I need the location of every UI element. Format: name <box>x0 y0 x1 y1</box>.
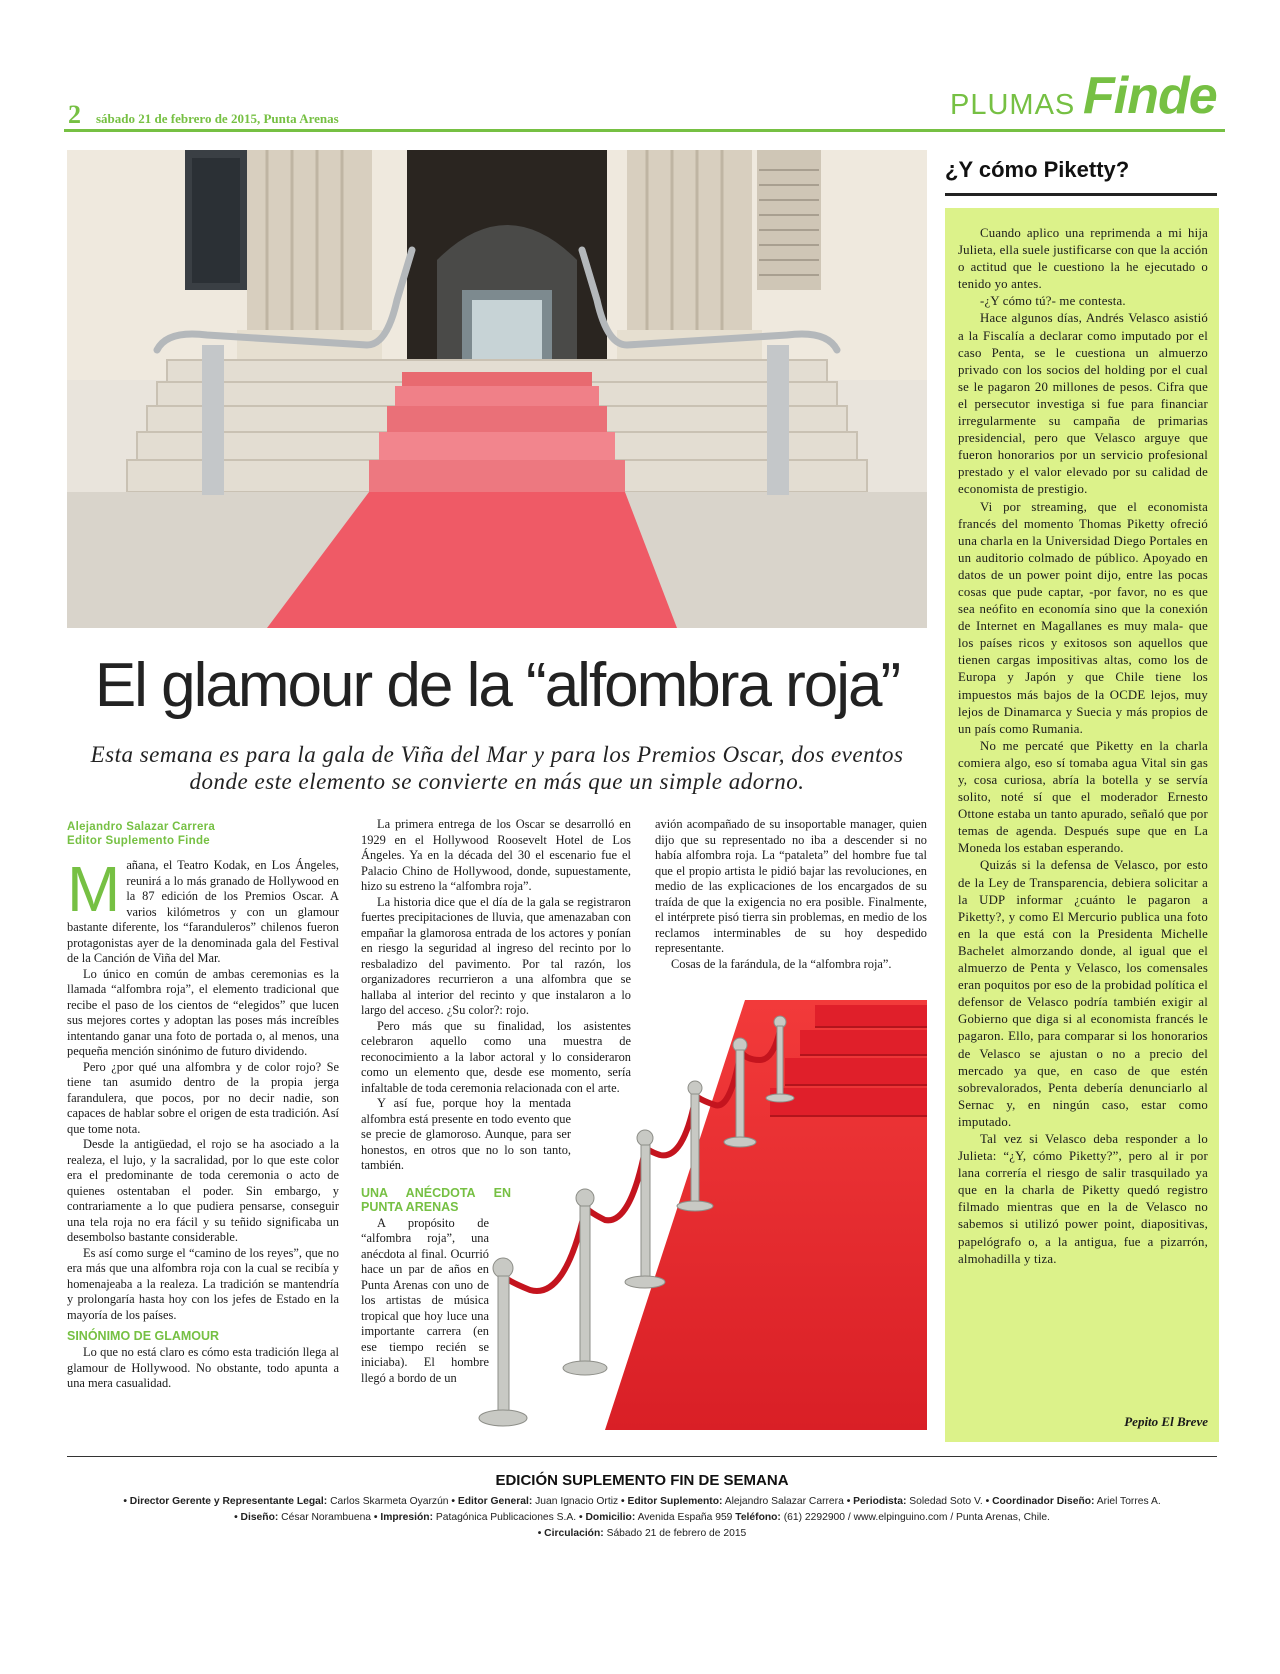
paragraph: La historia dice que el día de la gala se registraron fuertes precipitaciones de lluvia, que amenazaban con empañar la glamorosa entrada de los actores y ponían en riesgo la seguridad al ingreso del recinto por lo resbaladizo del pavimento. Por tal razón, los organizadores recurrieron a una alfombra que se hallaba al interior del recinto y que instalaron a lo largo del acceso. ¿Su color?: rojo. <box>361 894 631 1017</box>
article-deck: Esta semana es para la gala de Viña del Mar y para los Premios Oscar, dos eventos donde este elemento se convierte en más que un simple adorno. <box>90 742 904 794</box>
credit-value: Avenida España 959 <box>637 1512 733 1523</box>
paragraph: Y así fue, porque hoy la mentada alfombra está presente en todo evento que se precie de glamoroso. Aunque, para ser honestos, en otros que no lo son tanto, también. <box>361 1096 571 1172</box>
article-headline: El glamour de la “alfombra roja” <box>94 651 900 720</box>
paragraph: La primera entrega de los Oscar se desarrolló en 1929 en el Hollywood Roosevelt Hotel de Los Ángeles. Ya en la década del 30 el escenario fue el Palacio Chino de Hollywood, donde, supuestamente, hizo su estreno la “alfombra roja”. <box>361 817 631 893</box>
credit-value: César Norambuena <box>281 1512 372 1523</box>
footer-credits-line-2 <box>67 1512 1217 1523</box>
credit-value: Soledad Soto V. <box>909 1496 983 1507</box>
credit-value: Alejandro Salazar Carrera <box>724 1496 844 1507</box>
sidebar-paragraph: Cuando aplico una reprimenda a mi hija Julieta, ella suele justificarse con que la acción o actitud que le cuestiono la he ejecutado o tenido yo antes. <box>958 226 1208 292</box>
sidebar-paragraph: Tal vez si Velasco deba responder a lo Julieta: “¿Y, cómo Piketty?”, pero al ir por lana correría el riesgo de salir trasquilado ya que en la charla de Piketty quedó registro filmado mientras que en la de Velasco no sabemos si utilizó power point, diapositivas, papelógrafo o, a la antigua, fue a pizarrón, almohadilla y tiza. <box>958 1131 1208 1266</box>
credit-label: • Periodista: <box>846 1496 907 1507</box>
header-rule <box>64 129 1225 132</box>
credit-label: • Director Gerente y Representante Legal: <box>123 1496 328 1507</box>
sidebar-column <box>958 225 1208 1268</box>
article-column-2 <box>361 817 631 1386</box>
paragraph: avión acompañado de su insoportable manager, quien dijo que su representado no iba a descender si no había alfombra roja. La “pataleta” del hombre fue tal que el propio artista le pidió bajar las revoluciones, en medio de las explicaciones de los encargados de su traída de que la exigencia no era posible. Finalmente, el intérprete pisó tierra sin problemas, en medio de los reclamos interminables de su hoy despedido representante. <box>655 817 927 955</box>
article-column-3 <box>655 817 927 972</box>
credit-label: • Domicilio: <box>579 1512 636 1523</box>
credit-value: Carlos Skarmeta Oyarzún <box>330 1496 449 1507</box>
credit-label: • Editor Suplemento: <box>621 1496 723 1507</box>
credit-label: • Coordinador Diseño: <box>985 1496 1095 1507</box>
paragraph: Cosas de la farándula, de la “alfombra roja”. <box>671 956 892 971</box>
paragraph: añana, el Teatro Kodak, en Los Ángeles, reunirá a lo más granado de Hollywood en la 87 edición de los Premios Oscar. A varios kilómetros y con un glamour bastante diferente, los “faranduleros” chilenos fueron protagonistas ayer de la denominada gala del Festival de la Canción de Viña del Mar. <box>67 858 339 965</box>
red-carpet-steps-photo <box>67 150 927 628</box>
sidebar-paragraph: Vi por streaming, que el economista francés del momento Thomas Piketty ofreció una charla en la Universidad Diego Portales en un auditorio colmado de público. Apoyado en datos de un power point dijo, entre las pocas cosas que pude captar, -por favor, no es que sea neófito en economía sino que la conexión de Internet en Magallanes es muy mala- que los países ricos y exitosos son aquellos que tienen cargas impositivas altas, como los de Europa y Japón y que Chile tiene los impuestos más bajos de la OCDE lejos, muy lejos de Dinamarca y Suecia y más propios de un país como Rumania. <box>958 499 1208 736</box>
sidebar-signature: Pepito El Breve <box>1124 1414 1208 1429</box>
paragraph: Lo que no está claro es cómo esta tradición llega al glamour de Hollywood. No obstante, todo apunta a una mera casualidad. <box>67 1345 339 1390</box>
subhead: UNA ANÉCDOTA EN PUNTA ARENAS <box>361 1185 511 1214</box>
date-line: sábado 21 de febrero de 2015, Punta Arenas <box>96 111 339 126</box>
author-role: Editor Suplemento Finde <box>67 835 210 847</box>
credit-value: Patagónica Publicaciones S.A. <box>435 1512 577 1523</box>
paragraph: Es así como surge el “camino de los reyes”, que no era más que una alfombra roja con la cual se recibía y homenajeaba a la realeza. La tradición se mantendría y prolongaría hasta hoy con los jefes de Estado en la mayoría de los países. <box>67 1245 339 1322</box>
dropcap-letter: M <box>67 853 121 925</box>
subhead: SINÓNIMO DE GLAMOUR <box>67 1329 220 1343</box>
credit-value: Sábado 21 de febrero de 2015 <box>606 1528 747 1539</box>
sidebar-paragraph: No me percaté que Piketty en la charla comiera algo, eso sí tomaba agua Vital sin gas y, cosa curiosa, abría la botella y se servía solito, noté sí que el moderador Ernesto Ottone estaba un tanto apurado, señaló que por temas de agenda. Después supe que en La Moneda los estaban esperando. <box>958 738 1208 856</box>
author-name: Alejandro Salazar Carrera <box>67 821 216 833</box>
paragraph: Lo único en común de ambas ceremonias es la llamada “alfombra roja”, el elemento tradicional que recibe el paso de los cientos de “elegidos” que lucen sus mejores cortes y adoptan las poses más increíbles intentando ganar una foto de portada o, al menos, una pequeña mención sinónimo de futuro dividendo. <box>67 966 339 1058</box>
footer-rule <box>67 1456 1217 1457</box>
credit-label: • Diseño: <box>234 1512 279 1523</box>
credit-label: • Editor General: <box>451 1496 533 1507</box>
section-brand-finde: Finde <box>1083 67 1217 125</box>
section-brand-plumas: PLUMAS <box>950 89 1076 121</box>
sidebar-title-rule <box>945 193 1217 196</box>
sidebar-title: ¿Y cómo Piketty? <box>945 157 1130 182</box>
credit-label: • Circulación: <box>537 1528 604 1539</box>
footer-credits-line-3 <box>67 1528 1217 1539</box>
sidebar-paragraph: Quizás si la defensa de Velasco, por esto de la Ley de Transparencia, debiera solicitar a la UDP informar ¿cuánto le pagaron a Piketty?, y como El Mercurio publica una foto en la que está con la Presidenta Michelle Bachelet almorzando donde, al igual que el almuerzo de Penta y Velasco, los comensales eran poquitos por eso de la probidad política el defensor de Velasco podría también exigir al Gobierno que diga si al economista francés le pagaron. Ello, para comparar si los honorarios de Velasco se ajustan o no a precio del mercado ya que, en caso de que estén sobrevalorados, Penta debería denunciarlo al Sernac y, en ningún caso, estar como imputado. <box>958 858 1208 1129</box>
paragraph: Pero ¿por qué una alfombra y de color rojo? Se tiene tan asumido dentro de la propia jerga farandulera, que pocos, por no decir nadie, son capaces de hablar sobre el origen de esta tradición. Así que tome nota. <box>67 1059 339 1136</box>
paragraph: Pero más que su finalidad, los asistentes celebraron aquello como una muestra de reconocimiento a la labor actoral y lo consideraron como un elemento que, desde ese momento, sería infaltable de toda ceremonia relacionada con el arte. <box>361 1018 631 1095</box>
paragraph: Desde la antigüedad, el rojo se ha asociado a la realeza, el lujo, y la sacralidad, por lo que este color era el predominante de toda ceremonia o acto de quienes ostentaban el poder. Sin embargo, y contrariamente a lo que pudiera pensarse, conseguir una tela roja no era fácil y su teñido significaba un desembolso bastante considerable. <box>67 1137 339 1244</box>
credit-value: Juan Ignacio Ortiz <box>535 1496 619 1507</box>
credit-label: Teléfono: <box>735 1512 781 1523</box>
credit-value: (61) 2292900 / www.elpinguino.com / Punta Arenas, Chile. <box>783 1512 1050 1523</box>
paragraph: A propósito de “alfombra roja”, una anécdota al final. Ocurrió hace un par de años en Punta Arenas con uno de los artistas de música tropical que hoy luce una importante carrera (en ese tiempo recién se iniciaba). El hombre llegó a bordo de un <box>361 1215 489 1385</box>
article-column-1 <box>67 820 339 1392</box>
footer-credits-line-1 <box>67 1496 1217 1507</box>
credit-label: • Impresión: <box>373 1512 434 1523</box>
sidebar-paragraph: Hace algunos días, Andrés Velasco asistió a la Fiscalía a declarar como imputado por el caso Penta, se le cuestiona un almuerzo privado con los socios del holding por el cual se le pagaron 20 millones de pesos. Cifra que el persecutor investiga si fue para financiar irregularmente su campaña de primarias presidencial, pero que Velasco arguye que fueron honorarios por un servicio profesional prestado y el valor elevado por su calidad de economista de prestigio. <box>958 311 1208 497</box>
footer-title: EDICIÓN SUPLEMENTO FIN DE SEMANA <box>495 1472 789 1489</box>
credit-value: Ariel Torres A. <box>1096 1496 1161 1507</box>
page-number: 2 <box>68 100 81 129</box>
sidebar-paragraph: -¿Y cómo tú?- me contesta. <box>980 294 1126 309</box>
